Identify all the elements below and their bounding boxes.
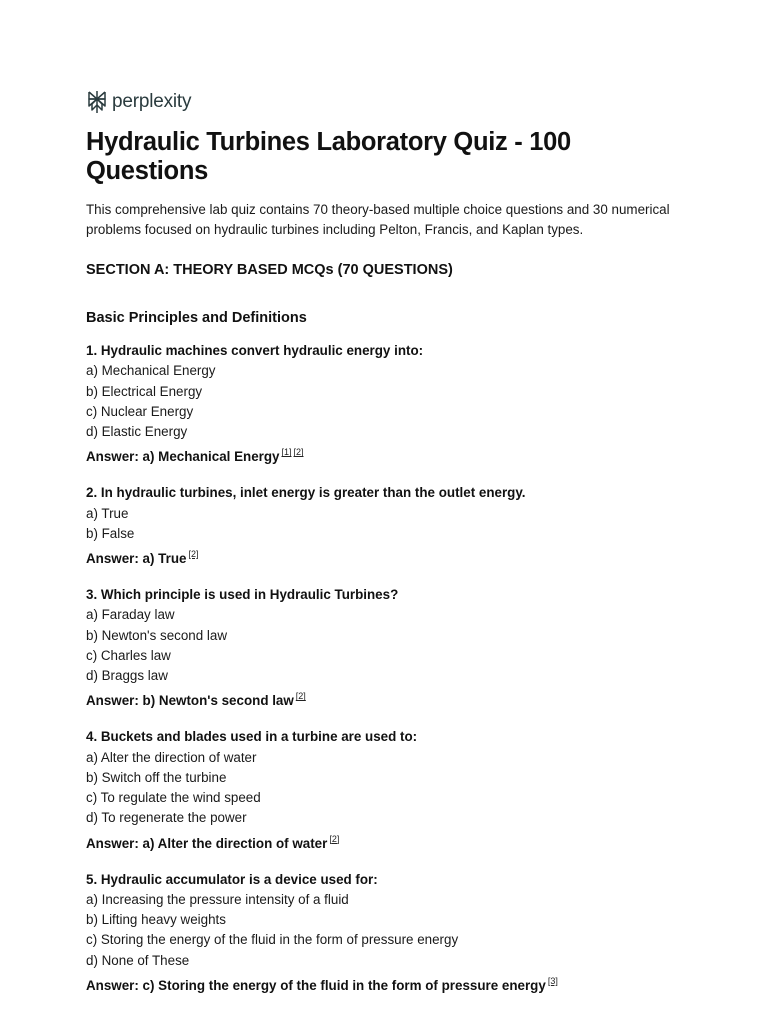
citation-link[interactable]: [2] bbox=[293, 447, 304, 458]
answer-option: b) Newton's second law bbox=[86, 627, 227, 643]
question-text: 1. Hydraulic machines convert hydraulic energy into: bbox=[86, 343, 424, 358]
question-block bbox=[86, 341, 706, 468]
answer-option: c) Storing the energy of the fluid in the form of pressure energy bbox=[86, 932, 459, 948]
brand-header bbox=[86, 90, 191, 114]
citation-link[interactable]: [2] bbox=[329, 833, 340, 844]
answer-option: b) Lifting heavy weights bbox=[86, 912, 226, 928]
answer-option: b) Electrical Energy bbox=[86, 383, 203, 399]
question-block bbox=[86, 870, 706, 997]
answer-option: d) Elastic Energy bbox=[86, 424, 188, 440]
answer-line bbox=[86, 829, 706, 854]
intro-paragraph: This comprehensive lab quiz contains 70 theory-based multiple choice questions and 30 numerical problems focused on hydraulic turbines including Pelton, Francis, and Kaplan types. bbox=[86, 202, 670, 238]
answer-option: c) Nuclear Energy bbox=[86, 403, 194, 419]
question-text: 4. Buckets and blades used in a turbine are used to: bbox=[86, 729, 418, 745]
answer-option: d) Braggs law bbox=[86, 668, 168, 684]
answer-line bbox=[86, 971, 706, 996]
answer-option: a) Increasing the pressure intensity of a fluid bbox=[86, 891, 349, 907]
answer-option: a) Alter the direction of water bbox=[86, 749, 257, 765]
answer-line bbox=[86, 442, 706, 467]
answer-text: Answer: c) Storing the energy of the fluid in the form of pressure energy bbox=[86, 978, 546, 994]
answer-option: d) None of These bbox=[86, 952, 190, 968]
citation-link[interactable]: [2] bbox=[188, 549, 199, 560]
citation-link[interactable]: [2] bbox=[295, 691, 306, 702]
question-text: 3. Which principle is used in Hydraulic Turbines? bbox=[86, 586, 399, 602]
answer-option: c) Charles law bbox=[86, 647, 171, 663]
answer-text: Answer: a) True bbox=[86, 551, 187, 567]
answer-line bbox=[86, 686, 706, 711]
answer-option: a) True bbox=[86, 505, 129, 521]
citation-link[interactable]: [1] bbox=[281, 447, 292, 458]
question-list bbox=[86, 341, 706, 1012]
answer-option: c) To regulate the wind speed bbox=[86, 790, 261, 806]
page-title: Hydraulic Turbines Laboratory Quiz - 100 Questions bbox=[86, 128, 571, 185]
question-text: 2. In hydraulic turbines, inlet energy is greater than the outlet energy. bbox=[86, 485, 526, 501]
answer-text: Answer: a) Mechanical Energy bbox=[86, 449, 280, 465]
answer-option: b) False bbox=[86, 525, 135, 541]
answer-text: Answer: b) Newton's second law bbox=[86, 693, 294, 709]
question-block bbox=[86, 585, 706, 712]
question-text: 5. Hydraulic accumulator is a device used for: bbox=[86, 871, 378, 887]
answer-line bbox=[86, 544, 706, 569]
section-heading: SECTION A: THEORY BASED MCQs (70 QUESTIONS) bbox=[86, 262, 453, 278]
brand-name: perplexity bbox=[112, 91, 192, 112]
answer-option: d) To regenerate the power bbox=[86, 810, 247, 826]
answer-text: Answer: a) Alter the direction of water bbox=[86, 835, 328, 851]
answer-option: a) Faraday law bbox=[86, 607, 175, 623]
answer-option: a) Mechanical Energy bbox=[86, 363, 216, 379]
citation-link[interactable]: [3] bbox=[547, 976, 558, 987]
perplexity-logo-icon bbox=[86, 90, 108, 114]
question-block bbox=[86, 483, 706, 569]
question-block bbox=[86, 727, 706, 854]
answer-option: b) Switch off the turbine bbox=[86, 769, 227, 785]
subsection-heading: Basic Principles and Definitions bbox=[86, 310, 307, 326]
